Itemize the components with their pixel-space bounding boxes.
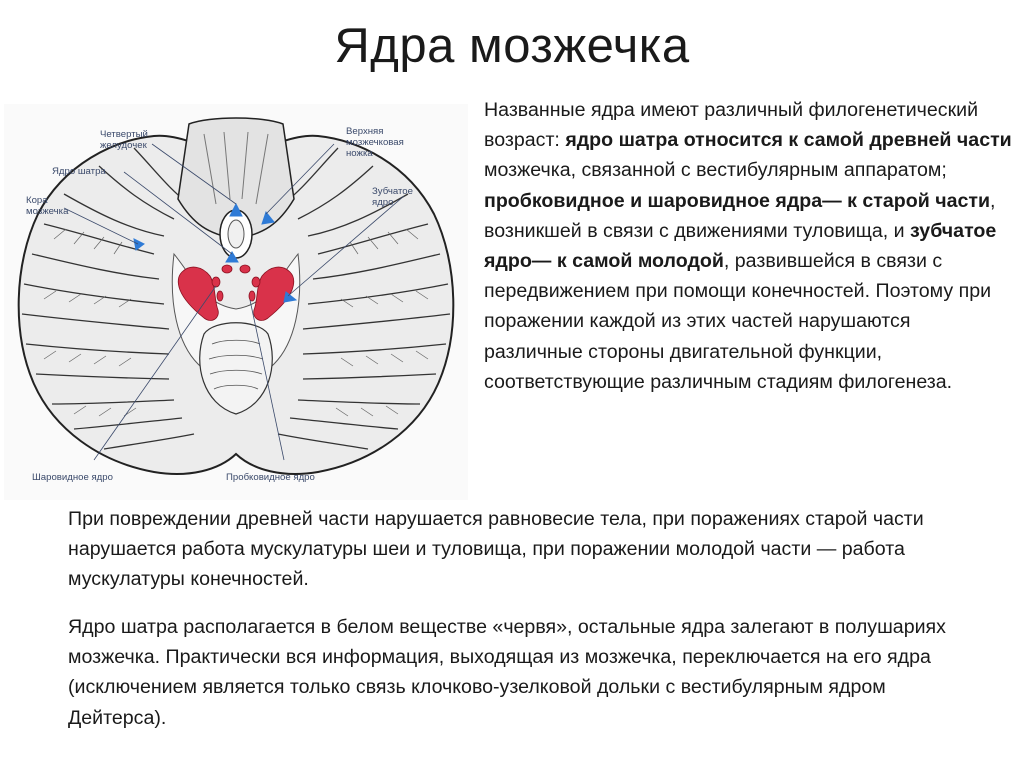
emboliform-nucleus-right (249, 291, 255, 301)
label-upper-peduncle-1: Верхняя (346, 126, 384, 137)
label-globose-nucleus: Шаровидное ядро (32, 472, 113, 483)
label-upper-peduncle-2: мозжечковая (346, 137, 404, 148)
label-dentate-nucleus-1: Зубчатое (372, 186, 413, 197)
side-bold-1: ядро шатра относится к самой древней части (565, 129, 1012, 152)
label-emboliform-nucleus: Пробковидное ядро (226, 472, 315, 483)
fastigial-nucleus-left (222, 265, 232, 273)
label-cortex-1: Кора (26, 195, 48, 206)
side-text-2: мозжечка, связанной с вестибулярным аппаратом; (484, 159, 947, 182)
label-fourth-ventricle-2: желудочек (100, 140, 147, 151)
cerebellum-nuclei-illustration (4, 104, 468, 500)
side-bold-2: пробковидное и шаровидное ядра— к старой части (484, 189, 991, 212)
slide-title: Ядра мозжечка (334, 19, 690, 73)
globose-nucleus-left (212, 277, 220, 287)
label-fourth-ventricle-1: Четвертый (100, 129, 148, 140)
label-upper-peduncle-3: ножка (346, 148, 373, 159)
label-dentate-nucleus-2: ядро (372, 197, 394, 208)
globose-nucleus-right (252, 277, 260, 287)
fastigial-nucleus-right (240, 265, 250, 273)
paragraph-nuclei-location: Ядро шатра располагается в белом веществе «червя», остальные ядра залегают в полушариях мозжечка. Практически вся информация, выходящая из мозжечка, переключается на его ядра (исключением является только связь клочково-узелковой дольки с вестибулярным ядром Дейтерса). (68, 616, 946, 729)
paragraph-damage-effects: При повреждении древней части нарушается равновесие тела, при поражениях старой части нарушается работа мускулатуры шеи и туловища, при поражении молодой части — работа мускулатуры конечностей. (68, 508, 924, 591)
label-cortex-2: мозжечка (26, 206, 69, 217)
side-description (484, 95, 1014, 397)
side-text-1: Названные ядра имеют различный филогенетический возраст: (484, 99, 979, 152)
side-text-3: , возникшей в связи с движениями туловища, и (484, 189, 996, 242)
emboliform-nucleus-left (217, 291, 223, 301)
label-fastigial-nucleus: Ядро шатра (52, 166, 106, 177)
side-bold-3: зубчатое ядро— к самой молодой (484, 219, 997, 273)
side-text-4: , развившейся в связи с передвижением при помощи конечностей. Поэтому при поражении каждой из этих частей нарушаются различные стороны двигательной функции, соответствующие различным стадиям филогенеза. (484, 250, 992, 393)
